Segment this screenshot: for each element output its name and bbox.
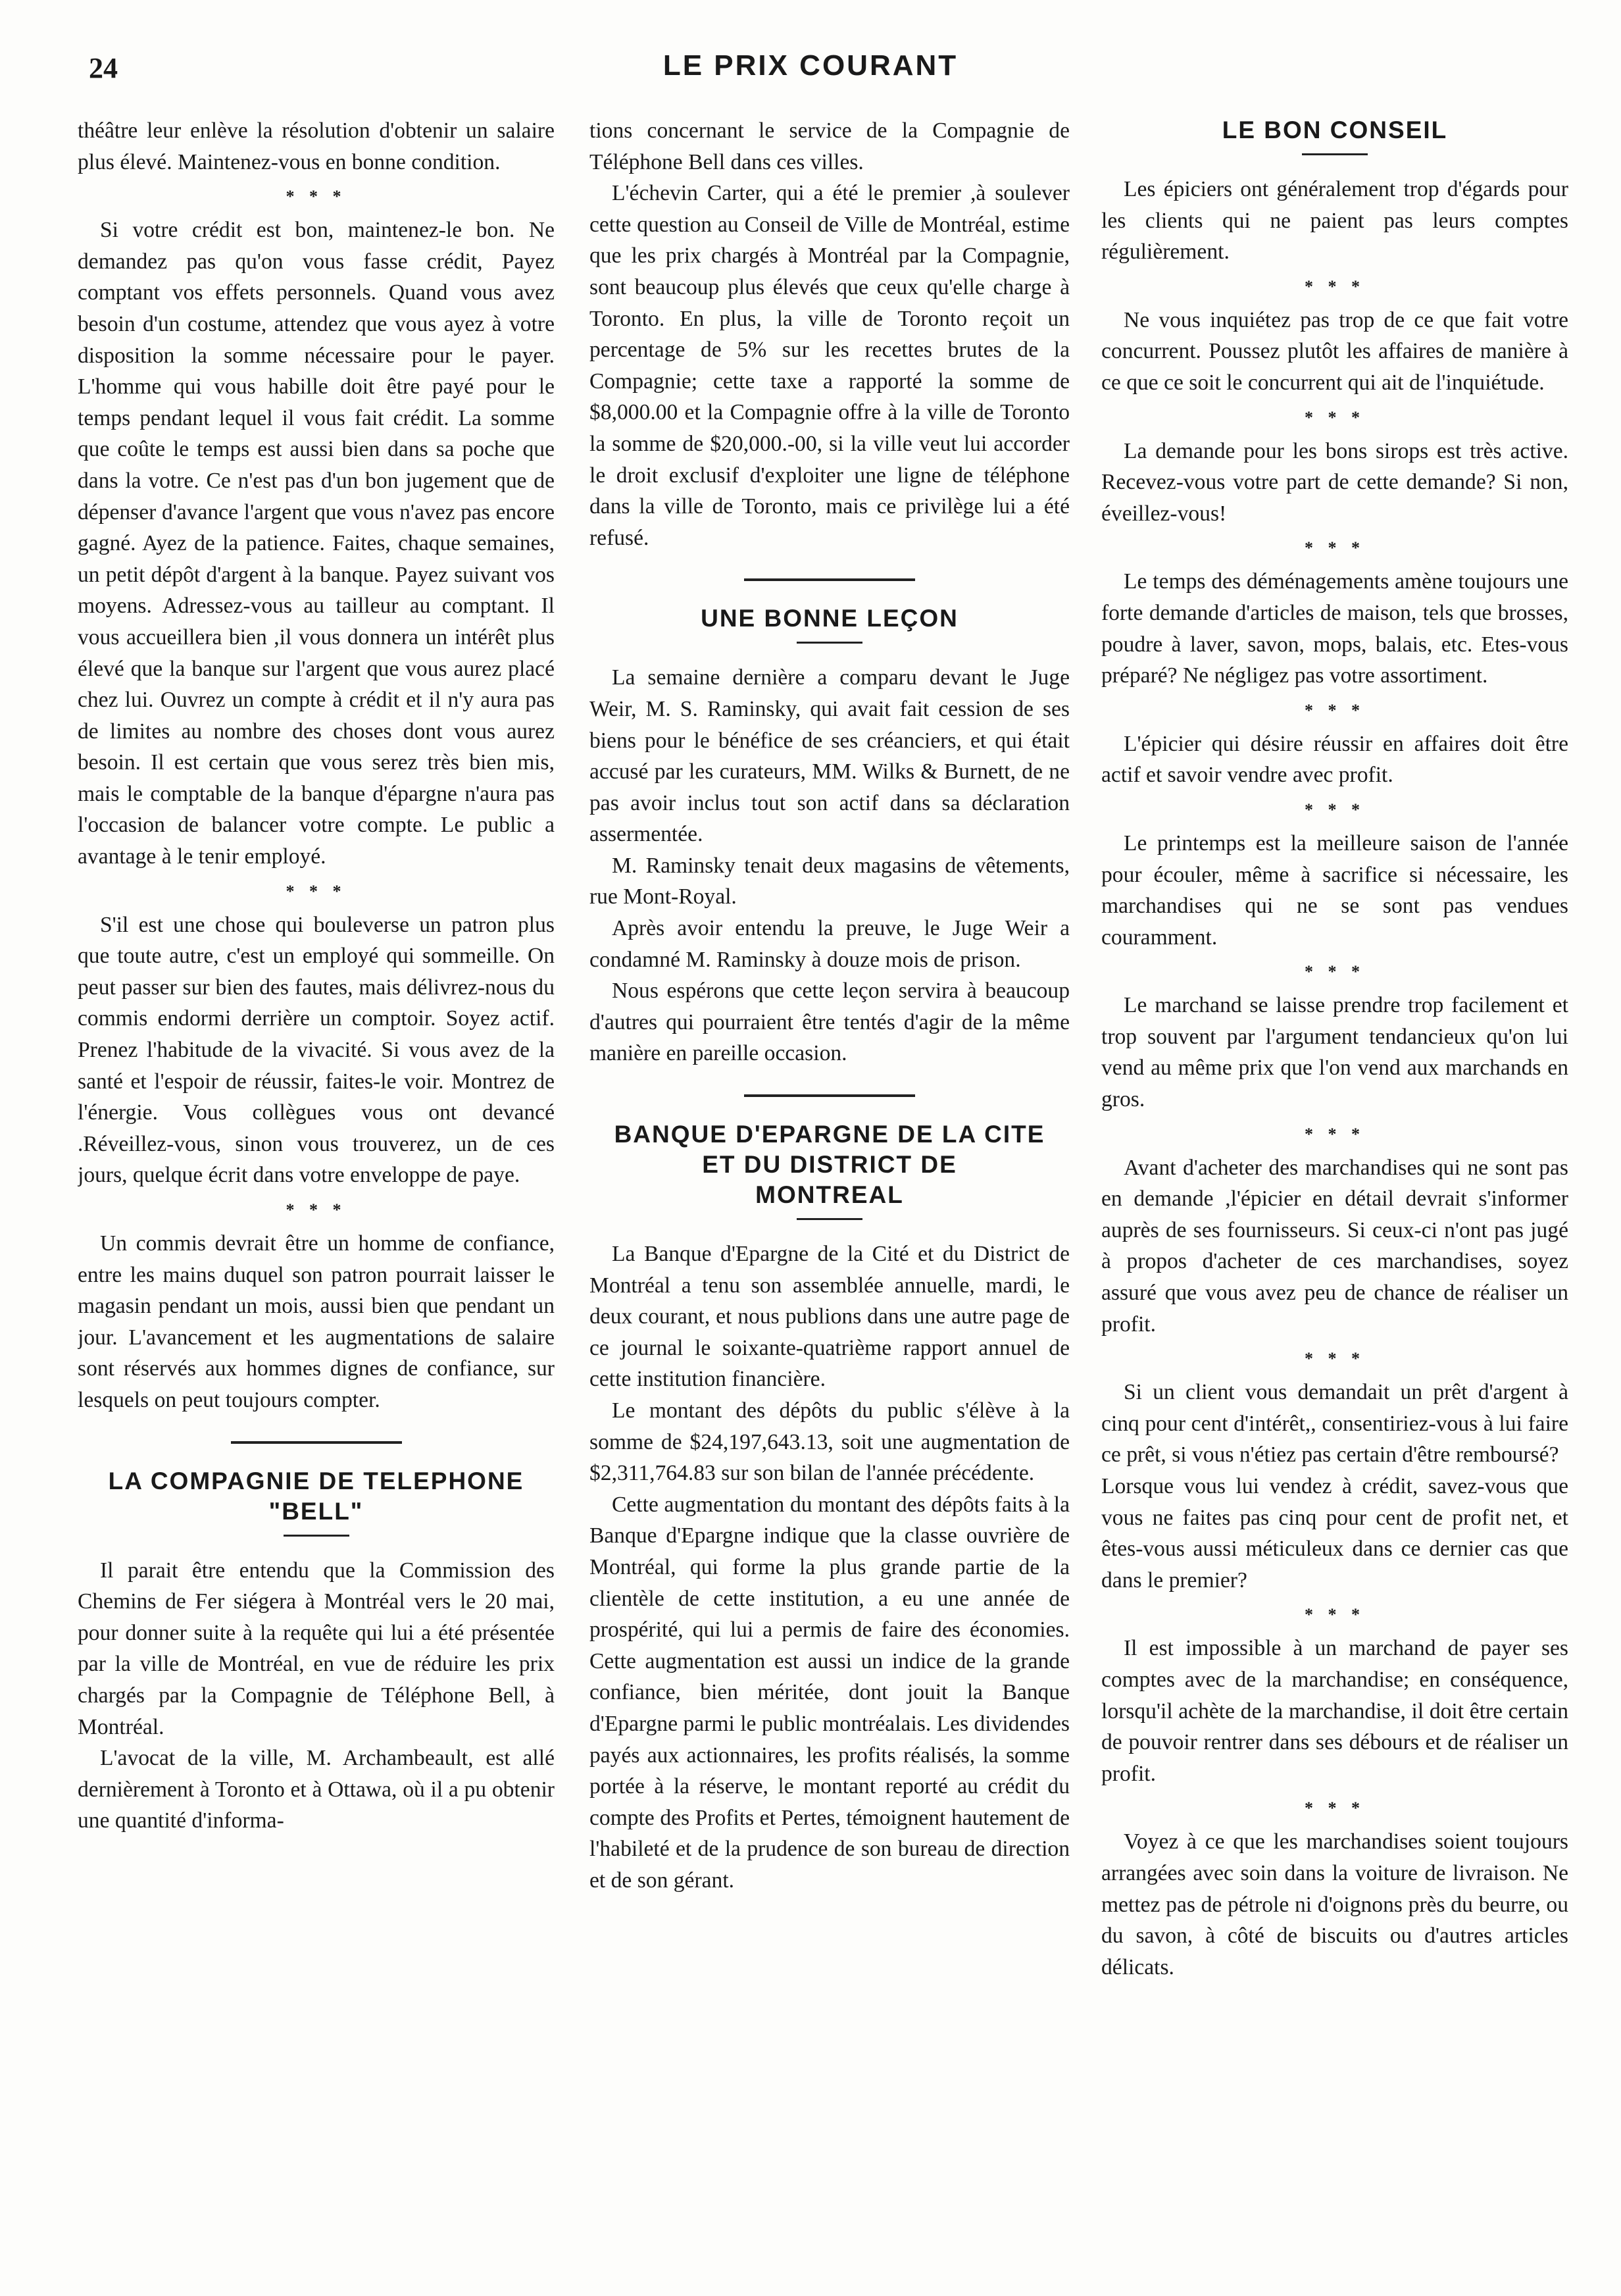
ornament-separator: * * * [1305, 538, 1365, 558]
paragraph: Nous espérons que cette leçon servira à beaucoup d'autres qui pourraient être tentés d'agir de la même manière en pareille occasion. [589, 979, 1070, 1066]
paragraph: M. Raminsky tenait deux magasins de vêtements, rue Mont-Royal. [589, 853, 1070, 909]
paragraph: La demande pour les bons sirops est très active. Recevez-vous votre part de cette demande? Si non, éveillez-vous! [1101, 438, 1568, 526]
paragraph: La semaine dernière a comparu devant le Juge Weir, M. S. Raminsky, qui avait fait cession de ses biens pour le bénéfice de ses créanciers, et qui était accusé par les curateurs, MM. Wilks & Burnett, de ne pas avoir inclus tout son actif dans sa déclaration assermentée. [589, 665, 1070, 847]
ornament-separator: * * * [1305, 962, 1365, 982]
ornament-separator: * * * [1305, 1349, 1365, 1369]
ornament-separator: * * * [1305, 1605, 1365, 1625]
paragraph: Ne vous inquiétez pas trop de ce que fait votre concurrent. Poussez plutôt les affaires de manière à ce que ce soit le concurrent qui ait de l'inquiétude. [1101, 307, 1568, 395]
column-3 [1101, 115, 1568, 2260]
banque-heading-line: ET DU DISTRICT DE [702, 1151, 957, 1179]
lecon-heading: UNE BONNE LEÇON [701, 605, 959, 632]
ornament-separator: * * * [286, 1200, 347, 1219]
ornament-separator: * * * [1305, 407, 1365, 427]
paragraph: Voyez à ce que les marchandises soient toujours arrangées avec soin dans la voiture de livraison. Ne mettez pas de pétrole ni d'oignons près du beurre, ou du savon, à côté de biscuits ou d'autres articles délicats. [1101, 1829, 1568, 1979]
paragraph: Le montant des dépôts du public s'élève à la somme de $24,197,643.13, soit une augmentation de $2,311,764.83 sur son bilan de l'année précédente. [589, 1398, 1070, 1486]
paragraph: Le marchand se laisse prendre trop facilement et trop souvent par l'argument tendancieux qu'on lui vend au même prix que l'on vend aux marchands en gros. [1101, 993, 1568, 1112]
ornament-separator: * * * [286, 881, 347, 901]
paragraph: Le temps des déménagements amène toujours une forte demande d'articles de maison, tels que brosses, poudre à laver, savon, mops, balais, etc. Etes-vous préparé? Ne négligez pas votre assortiment. [1101, 569, 1568, 688]
paragraph: Il est impossible à un marchand de payer ses comptes avec de la marchandise; en conséquence, lorsqu'il achète de la marchandise, il doit être certain de pouvoir rentrer dans ses débours et de réaliser un profit. [1101, 1636, 1568, 1786]
bell-heading [78, 1466, 555, 1527]
paragraph: L'avocat de la ville, M. Archambeault, est allé dernièrement à Toronto et à Ottawa, où il a pu obtenir une quantité d'informa- [78, 1746, 555, 1833]
paragraph: Il parait être entendu que la Commission des Chemins de Fer siégera à Montréal vers le 20 mai, pour donner suite à la requête qui lui a été présentée par la ville de Montréal, en vue de réduire les prix chargés par la Compagnie de Téléphone Bell, à Montréal. [78, 1558, 555, 1739]
heading-underline [797, 642, 862, 644]
bell-heading-line: "BELL" [268, 1497, 364, 1525]
paragraph: Si votre crédit est bon, maintenez-le bon. Ne demandez pas qu'on vous fasse crédit, Payez comptant vos effets personnels. Quand vous avez besoin d'un costume, attendez que vous ayez à votre disposition la somme nécessaire pour le payer. L'homme qui vous habille doit être payé pour le temps pendant lequel il vous fait crédit. La somme que coûte le temps est aussi bien dans sa poche que dans la votre. Ce n'est pas d'un bon jugement que de dépenser d'avance l'argent que vous n'avez pas encore gagné. Ayez de la patience. Faites, chaque semaines, un petit dépôt d'argent à la banque. Payez suivant vos moyens. Adressez-vous au tailleur au comptant. Il vous accueillera bien ,il vous donnera un intérêt plus élevé que la banque sur l'argent que vous aurez placé chez lui. Ouvrez un compte à crédit et il n'y aura pas de limites au nombre des choses dont vous aurez besoin. Il est certain que vous serez très bien mis, mais le comptable de la banque d'épargne n'aura pas l'occasion de balancer votre compte. Le public a avantage à le tenir employé. [78, 218, 555, 869]
paragraph: L'épicier qui désire réussir en affaires doit être actif et savoir vendre avec profit. [1101, 731, 1568, 788]
banque-heading-line: MONTREAL [755, 1181, 904, 1209]
paragraph: théâtre leur enlève la résolution d'obtenir un salaire plus élevé. Maintenez-vous en bonne condition. [78, 118, 555, 174]
paragraph: Si un client vous demandait un prêt d'argent à cinq pour cent d'intérêt,, consentiriez-vous à lui faire ce prêt, si vous n'étiez pas certain d'être remboursé? [1101, 1380, 1568, 1467]
ornament-separator: * * * [1305, 700, 1365, 720]
ornament-separator: * * * [286, 187, 347, 207]
paragraph: Les épiciers ont généralement trop d'égards pour les clients qui ne paient pas leurs comptes régulièrement. [1101, 177, 1568, 265]
paragraph: La Banque d'Epargne de la Cité et du District de Montréal a tenu son assemblée annuelle, mardi, le deux courant, et nous publions dans une autre page de ce journal le soixante-quatrième rapport annuel de cette institution financière. [589, 1242, 1070, 1392]
ornament-separator: * * * [1305, 800, 1365, 819]
ornament-separator: * * * [1305, 1799, 1365, 1818]
heading-underline [1302, 153, 1368, 155]
paragraph: Le printemps est la meilleure saison de l'année pour écouler, même à sacrifice si nécessaire, les marchandises qui ne se sont pas vendues couramment. [1101, 830, 1568, 950]
bell-heading-line: LA COMPAGNIE DE TELEPHONE [108, 1467, 524, 1494]
section-divider [744, 1094, 915, 1097]
paragraph: S'il est une chose qui bouleverse un patron plus que toute autre, c'est un employé qui sommeille. On peut passer sur bien des fautes, mais délivrez-nous du commis endormi derrière un comptoir. Soyez actif. Prenez l'habitude de la vivacité. Si vous avez de la santé et l'espoir de réussir, faites-le voir. Montrez de l'énergie. Vous collègues vous ont devancé .Réveillez-vous, sinon vous trouverez, un de ces jours, quelque écrit dans votre enveloppe de paye. [78, 912, 555, 1188]
paragraph: Cette augmentation du montant des dépôts faits à la Banque d'Epargne indique que la classe ouvrière de Montréal, qui forme la plus grande partie de la clientèle de cette institution, a eu une année de prospérité, qui lui a permis de faire des économies. Cette augmentation est aussi un indice de la grande confiance, bien méritée, dont jouit la Banque d'Epargne parmi le public montréalais. Les dividendes payés aux actionnaires, les profits réalisés, la somme portée à la réserve, le montant reporté au crédit du compte des Profits et Pertes, témoignent hautement de l'habileté et de la prudence de son bureau de direction et de son gérant. [589, 1492, 1070, 1893]
paragraph: Après avoir entendu la preuve, le Juge Weir a condamné M. Raminsky à douze mois de prison. [589, 916, 1070, 972]
ornament-separator: * * * [1305, 276, 1365, 296]
ornament-separator: * * * [1305, 1124, 1365, 1144]
section-divider [744, 578, 915, 581]
banque-heading-line: BANQUE D'EPARGNE DE LA CITE [614, 1121, 1045, 1148]
running-title: LE PRIX COURANT [662, 49, 959, 82]
page-number: 24 [89, 52, 118, 84]
heading-underline [284, 1535, 349, 1537]
paragraph: tions concernant le service de la Compagnie de Téléphone Bell dans ces villes. [589, 118, 1070, 174]
paragraph: Lorsque vous lui vendez à crédit, savez-vous que vous ne faites pas cinq pour cent de profit net, et êtes-vous aussi méticuleux dans ce dernier cas que dans le premier? [1101, 1474, 1568, 1593]
heading-underline [797, 1218, 862, 1220]
section-divider [231, 1441, 402, 1444]
conseil-heading: LE BON CONSEIL [1222, 116, 1448, 143]
paragraph: L'échevin Carter, qui a été le premier ,à soulever cette question au Conseil de Ville de Montréal, estime que les prix chargés à Montréal par la Compagnie, sont beaucoup plus élevés que ceux qu'elle charge à Toronto. En plus, la ville de Toronto reçoit un percentage de 5% sur les recettes brutes de la Compagnie; cette taxe a rapporté la somme de $8,000.00 et la Compagnie offre à la ville de Toronto la somme de $20,000.-00, si la ville veut lui accorder le droit exclusif d'exploiter une ligne de téléphone dans la ville de Toronto, mais ce privilège lui a été refusé. [589, 181, 1070, 550]
column-2 [589, 115, 1070, 2260]
banque-heading [589, 1119, 1070, 1210]
paragraph: Avant d'acheter des marchandises qui ne sont pas en demande ,l'épicier en détail devrait s'informer auprès de ses fournisseurs. Si ceux-ci n'ont pas jugé à propos d'acheter de ces marchandises, soyez assuré que vous avez peu de chance de réaliser un profit. [1101, 1155, 1568, 1337]
column-1 [78, 115, 555, 2260]
paragraph: Un commis devrait être un homme de confiance, entre les mains duquel son patron pourrait laisser le magasin pendant un mois, aussi bien que pendant un jour. L'avancement et les augmentations de salaire sont réservés aux hommes dignes de confiance, sur lesquels on peut toujours compter. [78, 1231, 555, 1412]
